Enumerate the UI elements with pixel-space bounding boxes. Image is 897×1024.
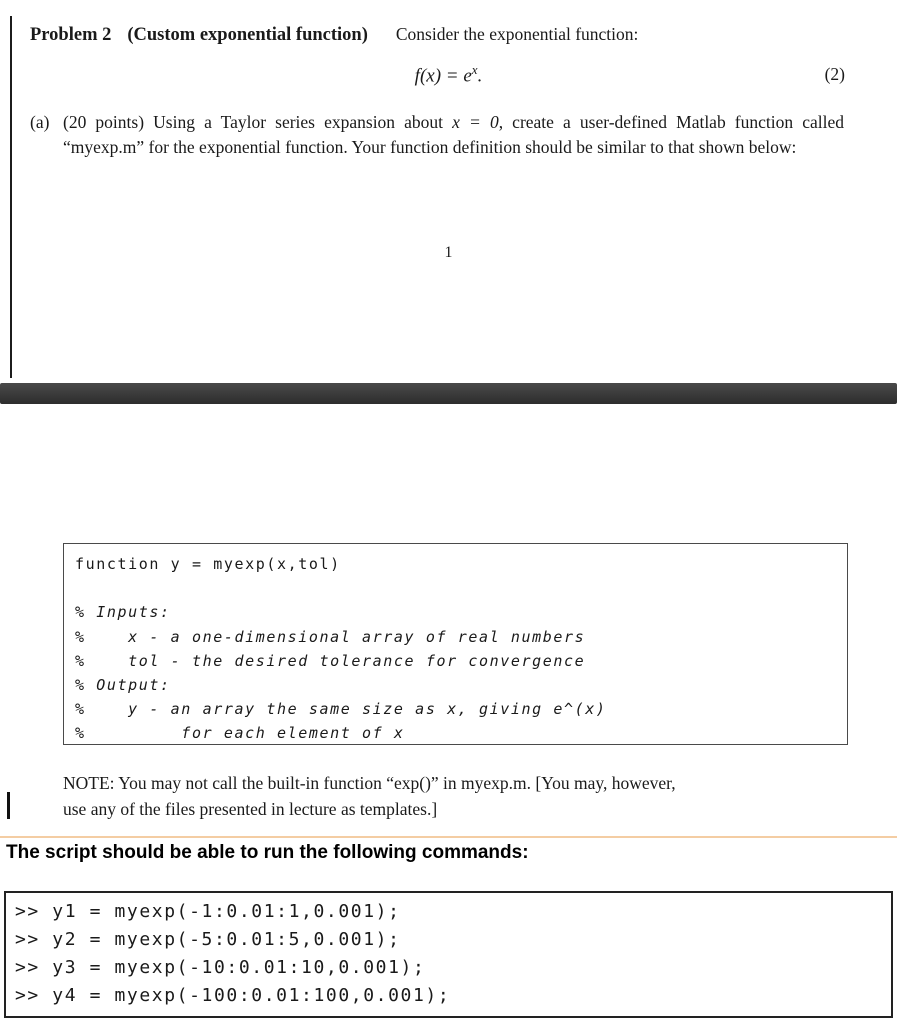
code-line <box>75 576 847 600</box>
command-line: >> y3 = myexp(-10:0.01:10,0.001); <box>15 957 426 978</box>
note-line: NOTE: You may not call the built-in function “exp()” in myexp.m. [You may, however, <box>63 773 676 793</box>
part-a-paragraph <box>30 110 844 160</box>
page-separator-bar <box>0 383 897 404</box>
command-line: >> y1 = myexp(-1:0.01:1,0.001); <box>15 901 401 922</box>
problem-header <box>30 24 857 46</box>
code-line: function y = myexp(x,tol) <box>75 555 341 573</box>
function-definition-code-box <box>63 543 848 745</box>
code-line: % y - an array the same size as x, giving e^(x) <box>75 700 607 719</box>
problem-title: (Custom exponential function) <box>127 25 368 45</box>
note-line: use any of the files presented in lecture as templates.] <box>63 799 438 819</box>
horizontal-divider <box>0 836 897 838</box>
code-line: % for each element of x <box>75 724 405 743</box>
page-number: 1 <box>444 244 453 261</box>
commands-code-box <box>4 891 893 1018</box>
problem-intro-text: Consider the exponential function: <box>395 24 639 44</box>
equation-number: (2) <box>824 64 845 84</box>
code-line: % tol - the desired tolerance for convergence <box>75 651 586 670</box>
command-line: >> y4 = myexp(-100:0.01:100,0.001); <box>15 985 451 1006</box>
equation-row <box>0 62 897 92</box>
note-paragraph <box>63 770 847 822</box>
equation: $f(x) = e^x$. <box>414 62 483 87</box>
problem-number: Problem 2 <box>30 25 112 45</box>
part-a-label: (a) <box>30 112 50 132</box>
command-line: >> y2 = myexp(-5:0.01:5,0.001); <box>15 929 401 950</box>
code-line: % Output: <box>75 676 171 694</box>
text-cursor <box>7 792 10 819</box>
code-line: % x - a one-dimensional array of real numbers <box>75 627 586 646</box>
code-line: % Inputs: <box>75 603 171 622</box>
part-a-text-pre: (20 points) Using a Taylor series expansion about <box>63 112 453 132</box>
part-a-text-post: , create a user-defined Matlab function called “myexp.m” for the exponential function. Your function definition should be similar to that shown below: <box>63 112 845 157</box>
script-caption: The script should be able to run the following commands: <box>6 842 529 863</box>
part-a-math: x = 0 <box>452 112 499 132</box>
equation-exponent: x <box>471 62 478 77</box>
